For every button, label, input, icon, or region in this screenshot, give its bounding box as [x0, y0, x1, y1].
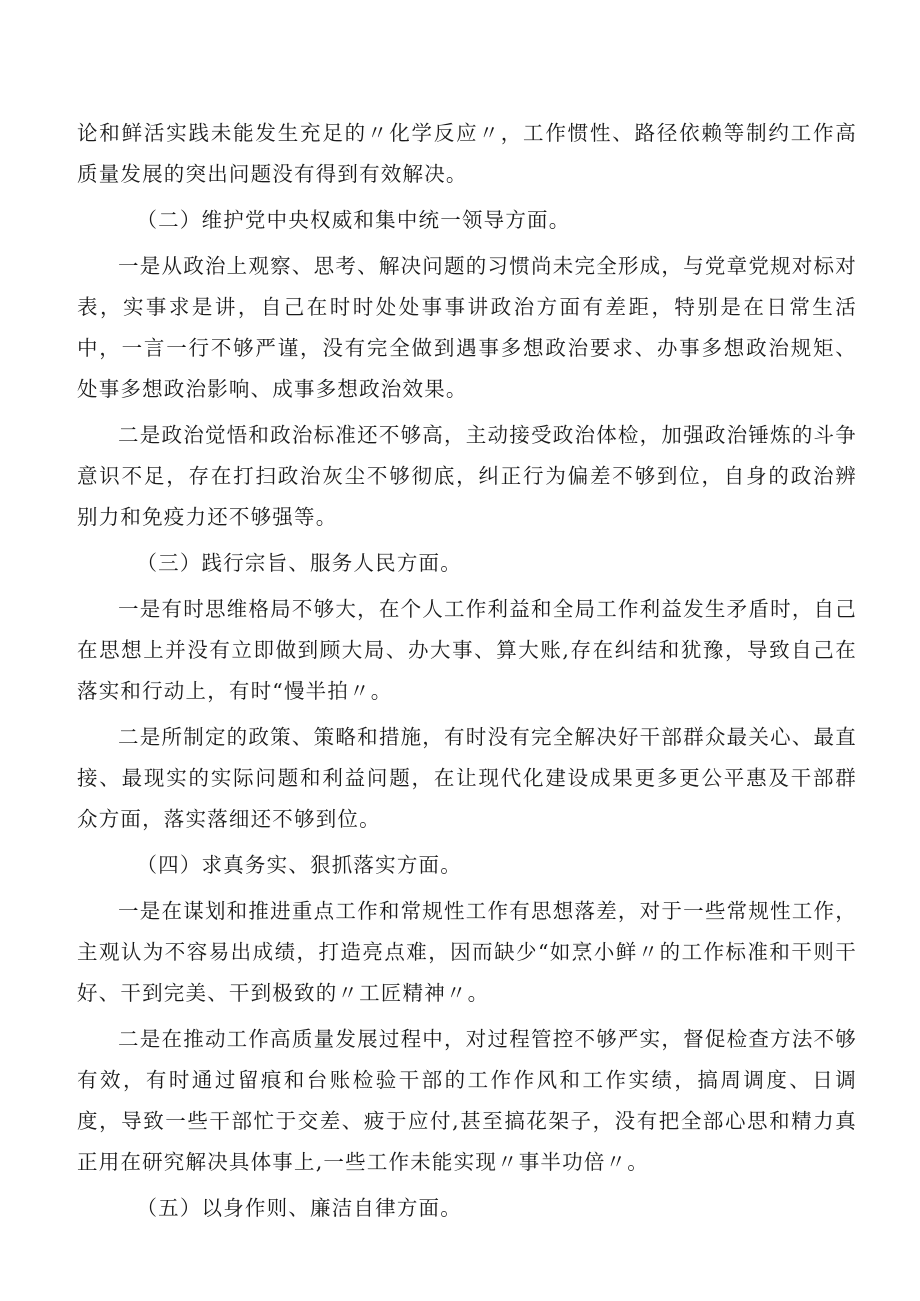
document-body [77, 113, 857, 1234]
paragraph-2-1: 一是从政治上观察、思考、解决问题的习惯尚未完全形成，与党章党规对标对表，实事求是讲，自己在时时处处事事讲政治方面有差距，特别是在日常生活中，一言一行不够严谨，没有完全做到遇事多想政治要求、办事多想政治规矩、处事多想政治影响、成事多想政治效果。 [77, 254, 857, 401]
paragraph-2-2: 二是政治觉悟和政治标准还不够高，主动接受政治体检，加强政治锤炼的斗争意识不足，存在打扫政治灰尘不够彻底，纠正行为偏差不够到位，自身的政治辨别力和免疫力还不够强等。 [77, 423, 857, 529]
paragraph-3-2: 二是所制定的政策、策略和措施，有时没有完全解决好干部群众最关心、最直接、最现实的实际问题和利益问题，在让现代化建设成果更多更公平惠及干部群众方面，落实落细还不够到位。 [77, 725, 857, 831]
section-heading-4: （四）求真务实、狠抓落实方面。 [136, 853, 462, 877]
section-heading-2: （二）维护党中央权威和集中统一领导方面。 [136, 208, 571, 232]
paragraph-4-2: 二是在推动工作高质量发展过程中，对过程管控不够严实，督促检查方法不够有效，有时通过留痕和台账检验干部的工作作风和工作实绩，搞周调度、日调度，导致一些干部忙于交差、疲于应付,甚至搞花架子，没有把全部心思和精力真正用在研究解决具体事上,一些工作未能实现〃事半功倍〃。 [77, 1027, 857, 1174]
paragraph-4-1: 一是在谋划和推进重点工作和常规性工作有思想落差，对于一些常规性工作，主观认为不容易出成绩，打造亮点难，因而缺少“如烹小鲜〃的工作标准和干则干好、干到完美、干到极致的〃工匠精神〃。 [77, 899, 857, 1005]
paragraph-3-1: 一是有时思维格局不够大，在个人工作利益和全局工作利益发生矛盾时，自己在思想上并没有立即做到顾大局、办大事、算大账,存在纠结和犹豫，导致自己在落实和行动上，有时“慢半拍〃。 [77, 597, 857, 703]
paragraph-continuation: 论和鲜活实践未能发生充足的〃化学反应〃，工作惯性、路径依赖等制约工作高质量发展的突出问题没有得到有效解决。 [77, 121, 857, 186]
section-heading-3: （三）践行宗旨、服务人民方面。 [136, 551, 462, 575]
section-heading-5: （五）以身作则、廉洁自律方面。 [136, 1196, 462, 1220]
